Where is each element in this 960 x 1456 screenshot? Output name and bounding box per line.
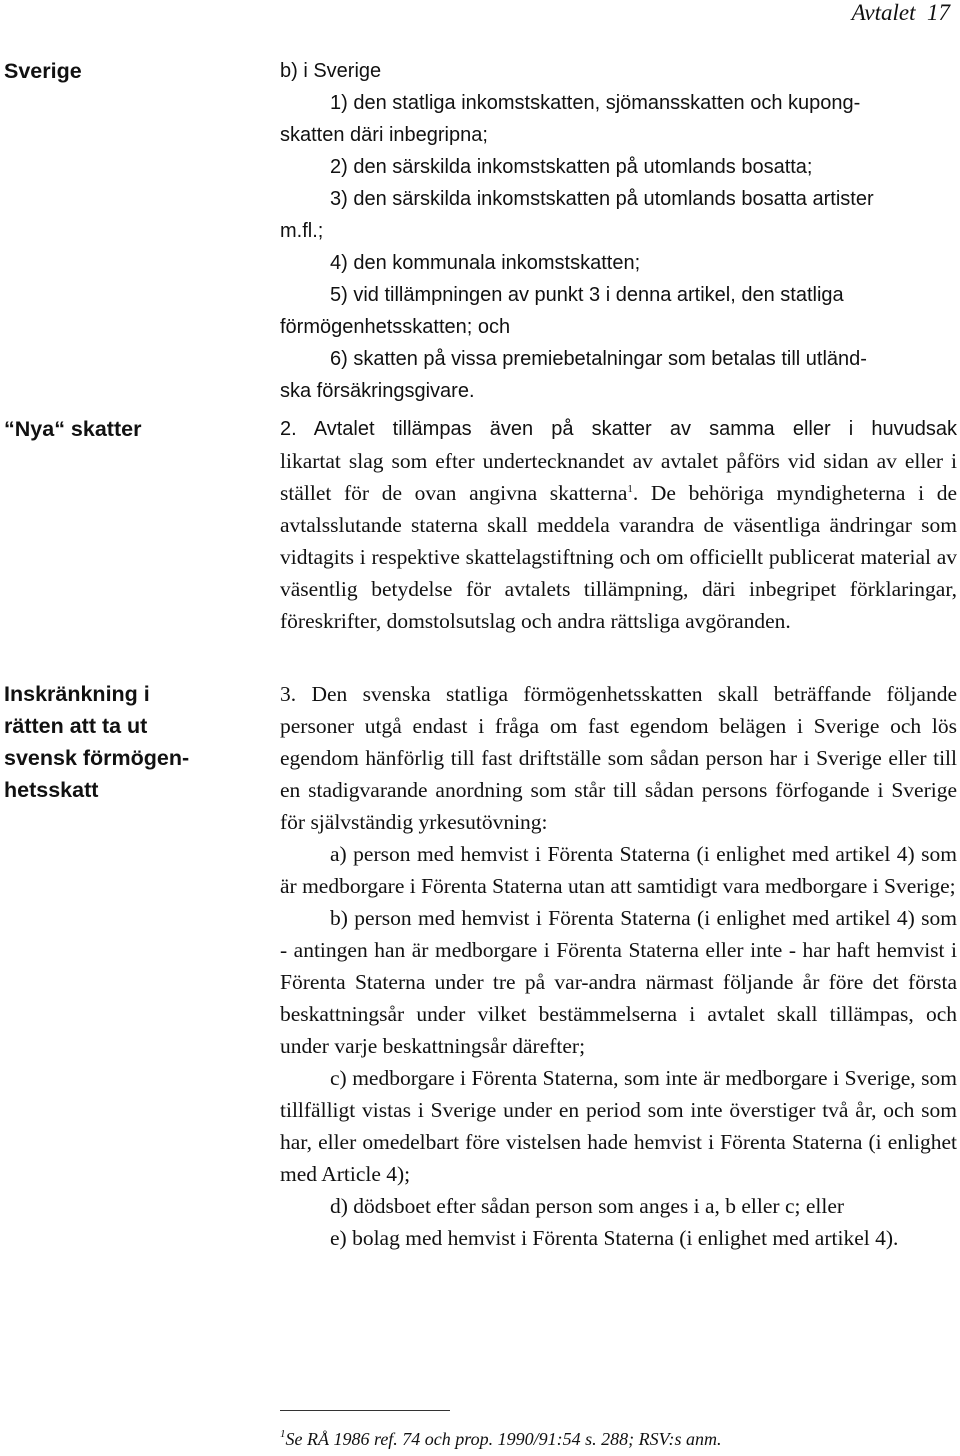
tax-item-5: 5) vid tillämpningen av punkt 3 i denna artikel, den statliga — [330, 284, 844, 306]
list-item-e: e) bolag med hemvist i Förenta Staterna (i enlighet med artikel 4). — [330, 1226, 899, 1250]
paragraph-3-intro: 3. Den svenska statliga förmögenhetsskatten skall beträffande följande personer utgå endast i fråga om fast egendom belägen i Sverige och lös egendom hänförlig till fast driftställe som sådan person har i Sverige eller till en stadigvarande anordning som står till sådan persons förfogande i Sverige för självständig yrkesutövning: — [280, 682, 957, 834]
margin-heading-nya-skatter: “Nya“ skatter — [4, 417, 142, 441]
running-header — [852, 0, 950, 26]
tax-item-1: 1) den statliga inkomstskatten, sjömansskatten och kupong- — [330, 92, 861, 114]
list-item-c: c) medborgare i Förenta Staterna, som inte är medborgare i Sverige, som tillfälligt vistas i Sverige under en period som inte överstiger två år, och som har, eller omedelbart före vistelsen hade hemvist i Förenta Staterna (i enlighet med Article 4); — [280, 1066, 957, 1186]
paragraph-2-part-b: . De behöriga myndigheterna i de avtalsslutande staterna skall meddela varandra de väsentliga ändringar som vidtagits i respektive skattelagstiftning och om officiellt publicerat material av väsentlig betydelse för avtalets tillämpning, däri inbegripet förklaringar, föreskrifter, domstolsutslag och andra rättsliga avgöranden. — [280, 481, 957, 633]
footnote-marker: 1 — [280, 1428, 286, 1440]
running-title: Avtalet — [851, 0, 916, 25]
tax-item-3: 3) den särskilda inkomstskatten på utomlands bosatta artister — [330, 188, 874, 210]
paragraph-2-first-line: 2. Avtalet tillämpas även på skatter av samma eller i huvudsak — [280, 418, 957, 440]
margin-heading-line: Inskränkning i — [4, 682, 150, 706]
tax-item-5-cont: förmögenhetsskatten; och — [280, 316, 511, 338]
list-item-d: d) dödsboet efter sådan person som anges i a, b eller c; eller — [330, 1194, 845, 1218]
tax-item-6: 6) skatten på vissa premiebetalningar som betalas till utländ- — [330, 348, 867, 370]
list-item-b: b) person med hemvist i Förenta Staterna (i enlighet med artikel 4) som - antingen han är medborgare i Förenta Staterna eller inte - har haft hemvist i Förenta Staterna under tre på var-andra närmast följande år före det första beskattningsår under vilket bestämmelserna i avtalet skall tillämpas, och under varje beskattningsår därefter; — [280, 906, 957, 1058]
footnote-text: Se RÅ 1986 ref. 74 och prop. 1990/91:54 s. 288; RSV:s anm. — [285, 1429, 722, 1449]
margin-heading-line: svensk förmögen- — [4, 746, 190, 770]
section-b-list — [280, 55, 957, 407]
page-number: 17 — [927, 0, 950, 25]
tax-item-4: 4) den kommunala inkomstskatten; — [330, 252, 641, 274]
list-item-a: a) person med hemvist i Förenta Staterna (i enlighet med artikel 4) som är medborgare i Förenta Staterna utan att samtidigt vara medborgare i Sverige; — [280, 842, 957, 898]
margin-heading-line: hetsskatt — [4, 778, 99, 802]
tax-item-2: 2) den särskilda inkomstskatten på utomlands bosatta; — [330, 156, 813, 178]
margin-heading-line: rätten att ta ut — [4, 714, 148, 738]
paragraph-2-part-a: likartat slag som efter undertecknandet av avtalet påförs vid sidan av eller i stället för de ovan angivna skatterna — [280, 449, 957, 505]
paragraph-2 — [280, 413, 957, 637]
margin-heading-sverige: Sverige — [4, 59, 82, 83]
tax-item-6-cont: ska försäkringsgivare. — [280, 380, 475, 402]
margin-heading-inskrankning — [4, 678, 244, 806]
tax-item-3-cont: m.fl.; — [280, 220, 324, 242]
tax-item-1-cont: skatten däri inbegripna; — [280, 124, 488, 146]
section-b-heading: b) i Sverige — [280, 60, 382, 82]
paragraph-3 — [280, 678, 957, 1254]
footnote-divider — [280, 1410, 450, 1411]
footnote — [280, 1428, 721, 1450]
footnote-ref: 1 — [627, 483, 633, 495]
paragraph-2-body — [280, 445, 957, 637]
